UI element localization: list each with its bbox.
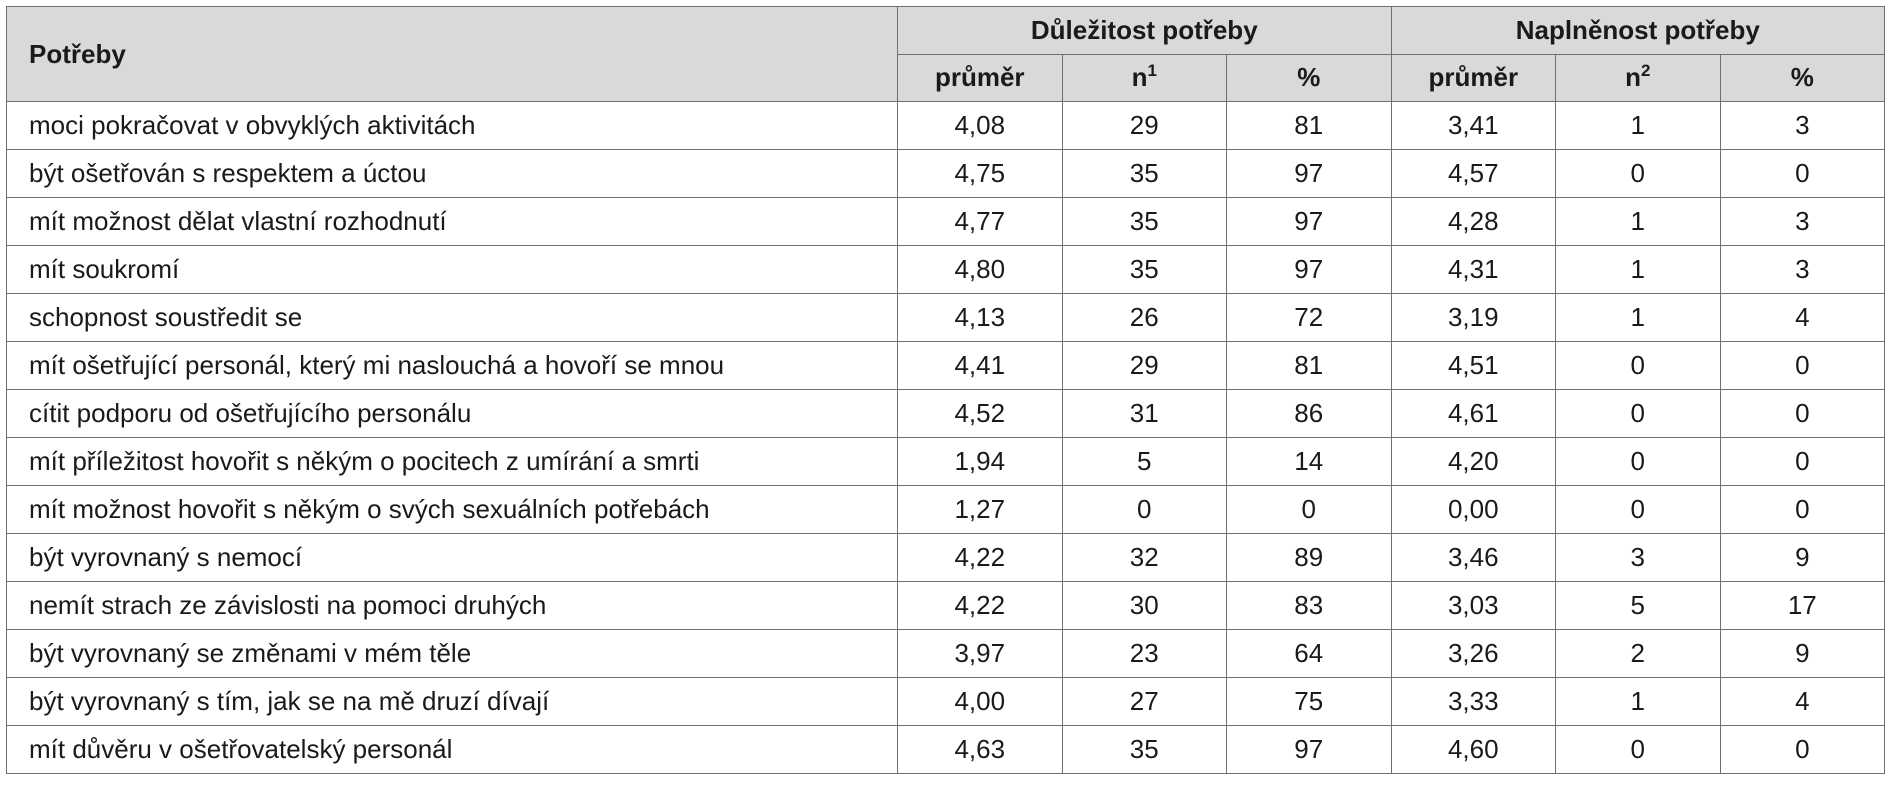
importance-n-cell: 35 — [1062, 150, 1227, 198]
fulfillment-n-cell: 0 — [1556, 486, 1721, 534]
importance-percent-header: % — [1227, 54, 1392, 102]
fulfillment-n-cell: 0 — [1556, 150, 1721, 198]
fulfillment-mean-header: průměr — [1391, 54, 1556, 102]
fulfillment-n-cell: 0 — [1556, 342, 1721, 390]
fulfillment-n-cell: 0 — [1556, 438, 1721, 486]
fulfillment-n-superscript: 2 — [1640, 61, 1651, 81]
importance-mean-cell: 4,22 — [898, 582, 1063, 630]
fulfillment-n-cell: 1 — [1556, 198, 1721, 246]
fulfillment-mean-cell: 3,26 — [1391, 630, 1556, 678]
needs-table — [6, 6, 1885, 774]
fulfillment-percent-cell: 4 — [1720, 294, 1885, 342]
fulfillment-n-cell: 2 — [1556, 630, 1721, 678]
importance-n-cell: 29 — [1062, 342, 1227, 390]
fulfillment-mean-cell: 0,00 — [1391, 486, 1556, 534]
fulfillment-percent-cell: 9 — [1720, 534, 1885, 582]
fulfillment-n-cell: 1 — [1556, 678, 1721, 726]
fulfillment-mean-cell: 3,46 — [1391, 534, 1556, 582]
importance-mean-cell: 4,13 — [898, 294, 1063, 342]
importance-n-cell: 29 — [1062, 102, 1227, 150]
table-row — [7, 102, 1885, 150]
importance-percent-cell: 81 — [1227, 342, 1392, 390]
fulfillment-mean-cell: 3,03 — [1391, 582, 1556, 630]
fulfillment-mean-cell: 4,28 — [1391, 198, 1556, 246]
importance-percent-cell: 0 — [1227, 486, 1392, 534]
need-cell: cítit podporu od ošetřujícího personálu — [7, 390, 898, 438]
fulfillment-percent-cell: 0 — [1720, 150, 1885, 198]
importance-mean-cell: 1,27 — [898, 486, 1063, 534]
fulfillment-mean-cell: 4,57 — [1391, 150, 1556, 198]
importance-n-cell: 0 — [1062, 486, 1227, 534]
table-row — [7, 150, 1885, 198]
fulfillment-n-cell: 0 — [1556, 726, 1721, 774]
need-cell: mít ošetřující personál, který mi naslouchá a hovoří se mnou — [7, 342, 898, 390]
table-row — [7, 198, 1885, 246]
table-row — [7, 630, 1885, 678]
need-cell: být vyrovnaný s nemocí — [7, 534, 898, 582]
need-cell: nemít strach ze závislosti na pomoci druhých — [7, 582, 898, 630]
fulfillment-percent-cell: 0 — [1720, 726, 1885, 774]
fulfillment-percent-cell: 3 — [1720, 102, 1885, 150]
fulfillment-mean-cell: 3,33 — [1391, 678, 1556, 726]
fulfillment-group-header: Naplněnost potřeby — [1391, 7, 1885, 55]
fulfillment-mean-cell: 3,41 — [1391, 102, 1556, 150]
fulfillment-n-cell: 1 — [1556, 246, 1721, 294]
importance-mean-cell: 4,63 — [898, 726, 1063, 774]
fulfillment-percent-cell: 4 — [1720, 678, 1885, 726]
importance-n-cell: 35 — [1062, 246, 1227, 294]
table-row — [7, 438, 1885, 486]
fulfillment-mean-cell: 4,60 — [1391, 726, 1556, 774]
importance-mean-cell: 4,41 — [898, 342, 1063, 390]
table-row — [7, 294, 1885, 342]
fulfillment-n-cell: 5 — [1556, 582, 1721, 630]
importance-n-cell: 27 — [1062, 678, 1227, 726]
importance-mean-cell: 4,75 — [898, 150, 1063, 198]
importance-n-cell: 5 — [1062, 438, 1227, 486]
importance-mean-cell: 3,97 — [898, 630, 1063, 678]
importance-n-cell: 30 — [1062, 582, 1227, 630]
fulfillment-percent-cell: 0 — [1720, 342, 1885, 390]
fulfillment-mean-cell: 4,51 — [1391, 342, 1556, 390]
importance-n-cell: 35 — [1062, 198, 1227, 246]
importance-n-header — [1062, 54, 1227, 102]
fulfillment-mean-cell: 4,20 — [1391, 438, 1556, 486]
need-cell: být vyrovnaný s tím, jak se na mě druzí dívají — [7, 678, 898, 726]
need-cell: mít možnost dělat vlastní rozhodnutí — [7, 198, 898, 246]
table-header — [7, 7, 1885, 102]
importance-mean-cell: 4,22 — [898, 534, 1063, 582]
need-cell: mít soukromí — [7, 246, 898, 294]
need-cell: být ošetřován s respektem a úctou — [7, 150, 898, 198]
table-row — [7, 534, 1885, 582]
need-cell: mít důvěru v ošetřovatelský personál — [7, 726, 898, 774]
importance-mean-cell: 4,80 — [898, 246, 1063, 294]
fulfillment-percent-cell: 3 — [1720, 246, 1885, 294]
importance-percent-cell: 97 — [1227, 150, 1392, 198]
importance-mean-cell: 1,94 — [898, 438, 1063, 486]
needs-column-header: Potřeby — [7, 7, 898, 102]
importance-percent-cell: 86 — [1227, 390, 1392, 438]
importance-percent-cell: 72 — [1227, 294, 1392, 342]
table-body — [7, 102, 1885, 774]
importance-n-cell: 23 — [1062, 630, 1227, 678]
importance-n-cell: 35 — [1062, 726, 1227, 774]
fulfillment-percent-cell: 17 — [1720, 582, 1885, 630]
fulfillment-percent-cell: 0 — [1720, 390, 1885, 438]
importance-percent-cell: 83 — [1227, 582, 1392, 630]
fulfillment-n-cell: 1 — [1556, 294, 1721, 342]
fulfillment-n-label: n — [1625, 62, 1641, 93]
table-row — [7, 486, 1885, 534]
fulfillment-mean-cell: 3,19 — [1391, 294, 1556, 342]
need-cell: mít možnost hovořit s někým o svých sexuálních potřebách — [7, 486, 898, 534]
need-cell: mít příležitost hovořit s někým o pocitech z umírání a smrti — [7, 438, 898, 486]
fulfillment-n-cell: 1 — [1556, 102, 1721, 150]
fulfillment-percent-cell: 9 — [1720, 630, 1885, 678]
importance-percent-cell: 97 — [1227, 198, 1392, 246]
importance-group-header: Důležitost potřeby — [898, 7, 1392, 55]
importance-mean-header: průměr — [898, 54, 1063, 102]
importance-percent-cell: 97 — [1227, 726, 1392, 774]
table-row — [7, 678, 1885, 726]
fulfillment-n-header — [1556, 54, 1721, 102]
fulfillment-mean-cell: 4,31 — [1391, 246, 1556, 294]
importance-n-label: n — [1131, 62, 1148, 93]
importance-percent-cell: 14 — [1227, 438, 1392, 486]
need-cell: být vyrovnaný se změnami v mém těle — [7, 630, 898, 678]
importance-mean-cell: 4,08 — [898, 102, 1063, 150]
fulfillment-percent-cell: 3 — [1720, 198, 1885, 246]
fulfillment-n-cell: 0 — [1556, 390, 1721, 438]
fulfillment-n-cell: 3 — [1556, 534, 1721, 582]
table-row — [7, 342, 1885, 390]
fulfillment-mean-cell: 4,61 — [1391, 390, 1556, 438]
fulfillment-percent-cell: 0 — [1720, 486, 1885, 534]
need-cell: moci pokračovat v obvyklých aktivitách — [7, 102, 898, 150]
table-row — [7, 246, 1885, 294]
importance-n-cell: 32 — [1062, 534, 1227, 582]
importance-percent-cell: 75 — [1227, 678, 1392, 726]
importance-mean-cell: 4,00 — [898, 678, 1063, 726]
importance-n-cell: 31 — [1062, 390, 1227, 438]
importance-percent-cell: 64 — [1227, 630, 1392, 678]
header-row-groups — [7, 7, 1885, 55]
needs-table-container — [6, 6, 1884, 774]
importance-n-cell: 26 — [1062, 294, 1227, 342]
table-row — [7, 390, 1885, 438]
importance-percent-cell: 89 — [1227, 534, 1392, 582]
fulfillment-percent-cell: 0 — [1720, 438, 1885, 486]
table-row — [7, 582, 1885, 630]
importance-mean-cell: 4,77 — [898, 198, 1063, 246]
importance-percent-cell: 97 — [1227, 246, 1392, 294]
importance-n-superscript: 1 — [1147, 61, 1157, 81]
table-row — [7, 726, 1885, 774]
importance-percent-cell: 81 — [1227, 102, 1392, 150]
need-cell: schopnost soustředit se — [7, 294, 898, 342]
importance-mean-cell: 4,52 — [898, 390, 1063, 438]
fulfillment-percent-header: % — [1720, 54, 1885, 102]
